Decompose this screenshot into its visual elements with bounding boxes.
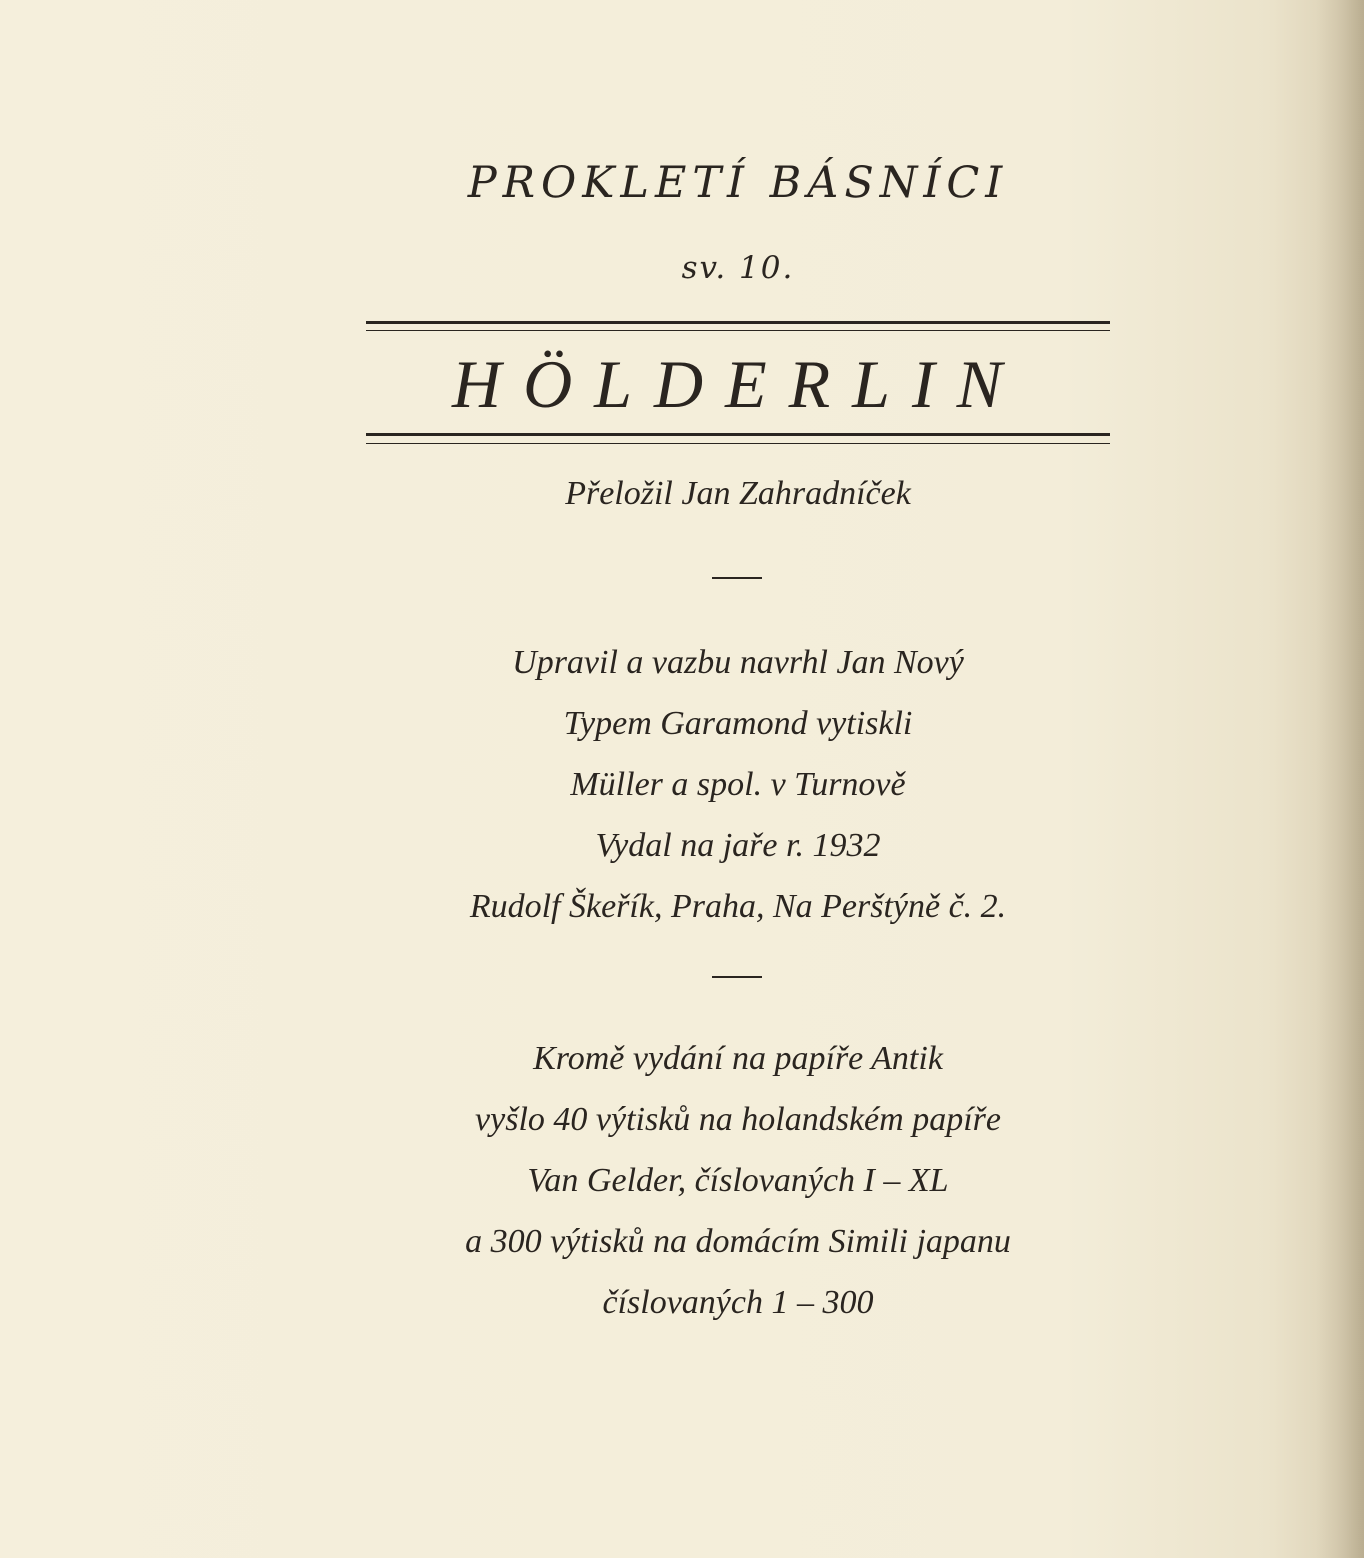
edition-note — [0, 1028, 1364, 1333]
edition-line: vyšlo 40 výtisků na holandském papíře — [475, 1101, 1001, 1138]
top-rule-thick — [366, 321, 1110, 324]
edition-line: Van Gelder, číslovaných I – XL — [527, 1162, 949, 1199]
edition-line: číslovaných 1 – 300 — [602, 1284, 874, 1321]
bottom-rule-thick — [366, 433, 1110, 436]
colophon-line: Vydal na jaře r. 1932 — [595, 827, 881, 864]
volume-number: sv. 10. — [681, 250, 795, 286]
colophon — [0, 632, 1364, 937]
separator-dash — [712, 976, 762, 978]
separator-dash — [712, 577, 762, 579]
edition-line: a 300 výtisků na domácím Simili japanu — [465, 1223, 1011, 1260]
colophon-line: Müller a spol. v Turnově — [570, 766, 906, 803]
colophon-line: Typem Garamond vytiskli — [563, 705, 913, 742]
translator-line: Přeložil Jan Zahradníček — [565, 475, 911, 512]
colophon-line: Rudolf Škeřík, Praha, Na Perštýně č. 2. — [469, 888, 1007, 925]
series-title: PROKLETÍ BÁSNÍCI — [467, 158, 1009, 208]
bottom-rule-thin — [366, 443, 1110, 444]
top-rule-thin — [366, 330, 1110, 331]
edition-line: Kromě vydání na papíře Antik — [533, 1040, 943, 1077]
author-name: HÖLDERLIN — [451, 346, 1025, 422]
colophon-line: Upravil a vazbu navrhl Jan Nový — [512, 644, 964, 681]
